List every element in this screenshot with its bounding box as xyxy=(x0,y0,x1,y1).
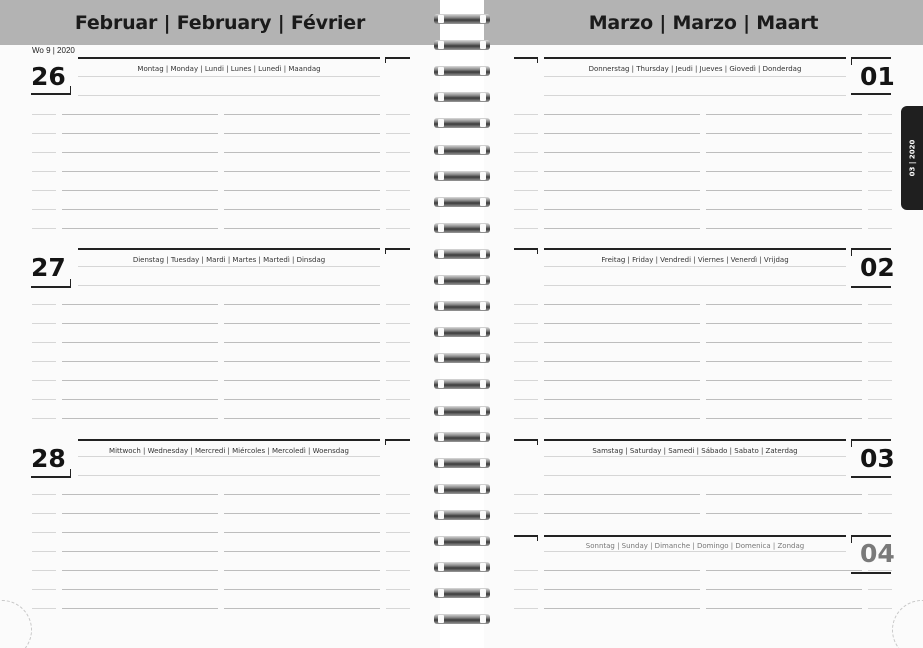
day-number-27: 27 xyxy=(31,253,66,282)
writing-line xyxy=(62,418,218,419)
writing-line xyxy=(706,399,862,400)
writing-line xyxy=(514,608,538,609)
spiral-ring xyxy=(432,532,492,550)
writing-line xyxy=(32,133,56,134)
writing-line xyxy=(706,133,862,134)
writing-line xyxy=(224,513,380,514)
writing-line xyxy=(706,608,862,609)
writing-line xyxy=(32,190,56,191)
writing-line xyxy=(544,209,700,210)
writing-line xyxy=(386,551,410,552)
writing-line xyxy=(514,152,538,153)
writing-line xyxy=(544,228,700,229)
writing-line xyxy=(62,494,218,495)
writing-line xyxy=(514,171,538,172)
writing-line xyxy=(544,475,846,476)
writing-line xyxy=(62,532,218,533)
writing-line xyxy=(868,304,892,305)
writing-line xyxy=(386,494,410,495)
writing-line xyxy=(78,456,380,457)
day-bracket xyxy=(537,535,538,541)
writing-line xyxy=(706,190,862,191)
spiral-ring xyxy=(432,167,492,185)
writing-line xyxy=(544,171,700,172)
writing-line xyxy=(386,361,410,362)
day-bracket xyxy=(514,439,538,441)
writing-line xyxy=(544,266,846,267)
left-page xyxy=(0,0,440,648)
writing-line xyxy=(62,608,218,609)
writing-line xyxy=(62,152,218,153)
spiral-ring xyxy=(432,584,492,602)
writing-line xyxy=(386,342,410,343)
spiral-ring xyxy=(432,349,492,367)
writing-line xyxy=(868,380,892,381)
writing-line xyxy=(868,513,892,514)
page-corner-cutout xyxy=(892,600,923,648)
month-index-tab-label: 03 | 2020 xyxy=(908,139,916,177)
writing-line xyxy=(706,513,862,514)
spiral-ring xyxy=(432,141,492,159)
writing-line xyxy=(544,76,846,77)
writing-line xyxy=(78,95,380,96)
spiral-ring xyxy=(432,62,492,80)
writing-line xyxy=(868,589,892,590)
writing-line xyxy=(32,608,56,609)
week-label: Wo 9 | 2020 xyxy=(32,46,75,55)
writing-line xyxy=(706,380,862,381)
day-bracket xyxy=(851,248,891,250)
writing-line xyxy=(32,304,56,305)
writing-line xyxy=(62,570,218,571)
day-number-underline xyxy=(851,572,891,574)
writing-line xyxy=(386,152,410,153)
writing-line xyxy=(32,114,56,115)
writing-line xyxy=(32,551,56,552)
writing-line xyxy=(78,475,380,476)
day-number-04: 04 xyxy=(860,539,895,568)
spiral-ring xyxy=(432,219,492,237)
writing-line xyxy=(868,418,892,419)
spiral-ring xyxy=(432,88,492,106)
writing-line xyxy=(32,209,56,210)
writing-line xyxy=(706,171,862,172)
writing-line xyxy=(224,494,380,495)
writing-line xyxy=(224,570,380,571)
writing-line xyxy=(62,380,218,381)
day-separator xyxy=(78,248,380,250)
writing-line xyxy=(514,190,538,191)
day-bracket xyxy=(851,57,891,59)
writing-line xyxy=(868,494,892,495)
day-separator xyxy=(544,439,846,441)
writing-line xyxy=(868,342,892,343)
spiral-ring xyxy=(432,558,492,576)
writing-line xyxy=(868,190,892,191)
writing-line xyxy=(62,342,218,343)
writing-line xyxy=(514,418,538,419)
day-number-28: 28 xyxy=(31,444,66,473)
writing-line xyxy=(544,513,700,514)
writing-line xyxy=(868,152,892,153)
writing-line xyxy=(514,228,538,229)
spiral-ring xyxy=(432,297,492,315)
writing-line xyxy=(544,285,846,286)
writing-line xyxy=(544,494,700,495)
day-number-26: 26 xyxy=(31,62,66,91)
writing-line xyxy=(386,171,410,172)
writing-line xyxy=(32,418,56,419)
writing-line xyxy=(514,209,538,210)
writing-line xyxy=(514,342,538,343)
day-separator xyxy=(78,439,380,441)
writing-line xyxy=(706,304,862,305)
day-bracket xyxy=(514,535,538,537)
day-bracket xyxy=(514,248,538,250)
writing-line xyxy=(514,114,538,115)
spiral-ring xyxy=(432,193,492,211)
writing-line xyxy=(386,228,410,229)
writing-line xyxy=(868,171,892,172)
spiral-ring xyxy=(432,375,492,393)
writing-line xyxy=(386,532,410,533)
day-number-01: 01 xyxy=(860,62,895,91)
spiral-ring xyxy=(432,610,492,628)
writing-line xyxy=(386,133,410,134)
writing-line xyxy=(224,152,380,153)
writing-line xyxy=(224,133,380,134)
day-number-underline xyxy=(851,476,891,478)
writing-line xyxy=(224,608,380,609)
writing-line xyxy=(32,380,56,381)
spiral-ring xyxy=(432,454,492,472)
spiral-ring xyxy=(432,36,492,54)
writing-line xyxy=(386,418,410,419)
writing-line xyxy=(386,190,410,191)
day-bracket xyxy=(70,469,71,477)
writing-line xyxy=(224,304,380,305)
writing-line xyxy=(868,608,892,609)
writing-line xyxy=(78,285,380,286)
writing-line xyxy=(32,513,56,514)
spiral-ring xyxy=(432,480,492,498)
day-number-underline xyxy=(31,286,71,288)
writing-line xyxy=(514,380,538,381)
writing-line xyxy=(224,114,380,115)
spiral-ring xyxy=(432,323,492,341)
writing-line xyxy=(868,133,892,134)
writing-line xyxy=(224,323,380,324)
writing-line xyxy=(62,304,218,305)
spiral-ring xyxy=(432,10,492,28)
writing-line xyxy=(224,190,380,191)
writing-line xyxy=(706,589,862,590)
day-number-underline xyxy=(851,286,891,288)
writing-line xyxy=(868,114,892,115)
writing-line xyxy=(224,380,380,381)
spiral-ring xyxy=(432,402,492,420)
day-bracket xyxy=(514,57,538,59)
writing-line xyxy=(544,304,700,305)
writing-line xyxy=(544,589,700,590)
left-page-header xyxy=(0,0,440,45)
spiral-ring xyxy=(432,245,492,263)
day-label-sunday: Sonntag | Sunday | Dimanche | Domingo | Domenica | Zondag xyxy=(585,542,805,550)
writing-line xyxy=(706,209,862,210)
writing-line xyxy=(62,228,218,229)
day-label-monday: Montag | Monday | Lundi | Lunes | Lunedì | Maandag xyxy=(137,65,321,73)
writing-line xyxy=(544,399,700,400)
writing-line xyxy=(514,323,538,324)
day-bracket xyxy=(70,86,71,94)
day-separator xyxy=(544,535,846,537)
writing-line xyxy=(32,570,56,571)
writing-line xyxy=(224,589,380,590)
writing-line xyxy=(32,532,56,533)
writing-line xyxy=(514,361,538,362)
writing-line xyxy=(62,361,218,362)
writing-line xyxy=(544,133,700,134)
day-bracket xyxy=(537,439,538,445)
writing-line xyxy=(544,551,846,552)
writing-line xyxy=(706,323,862,324)
writing-line xyxy=(514,589,538,590)
writing-line xyxy=(224,209,380,210)
writing-line xyxy=(62,399,218,400)
writing-line xyxy=(32,171,56,172)
writing-line xyxy=(868,399,892,400)
writing-line xyxy=(544,380,700,381)
writing-line xyxy=(544,456,846,457)
day-bracket xyxy=(385,248,410,250)
writing-line xyxy=(386,589,410,590)
writing-line xyxy=(62,171,218,172)
writing-line xyxy=(224,551,380,552)
writing-line xyxy=(544,342,700,343)
writing-line xyxy=(544,114,700,115)
writing-line xyxy=(706,418,862,419)
writing-line xyxy=(386,608,410,609)
writing-line xyxy=(32,399,56,400)
right-month-title: Marzo | Marzo | Maart xyxy=(588,11,819,34)
writing-line xyxy=(386,304,410,305)
day-label-tuesday: Dienstag | Tuesday | Mardi | Martes | Martedì | Dinsdag xyxy=(132,256,326,264)
day-bracket xyxy=(851,439,891,441)
writing-line xyxy=(386,209,410,210)
writing-line xyxy=(868,323,892,324)
writing-line xyxy=(32,342,56,343)
day-bracket xyxy=(851,535,891,537)
day-separator xyxy=(544,57,846,59)
month-index-tab[interactable] xyxy=(901,106,923,210)
day-bracket xyxy=(537,57,538,63)
writing-line xyxy=(706,114,862,115)
writing-line xyxy=(32,361,56,362)
page-corner-cutout xyxy=(0,600,32,648)
writing-line xyxy=(868,361,892,362)
writing-line xyxy=(224,532,380,533)
day-label-friday: Freitag | Friday | Vendredi | Viernes | Venerdì | Vrijdag xyxy=(601,256,789,264)
day-number-underline xyxy=(851,93,891,95)
day-separator xyxy=(544,248,846,250)
writing-line xyxy=(706,570,862,571)
spiral-ring xyxy=(432,428,492,446)
writing-line xyxy=(544,190,700,191)
writing-line xyxy=(32,323,56,324)
day-bracket xyxy=(385,439,410,441)
day-number-underline xyxy=(31,476,71,478)
writing-line xyxy=(62,190,218,191)
writing-line xyxy=(706,361,862,362)
writing-line xyxy=(386,323,410,324)
writing-line xyxy=(386,380,410,381)
day-separator xyxy=(78,57,380,59)
writing-line xyxy=(868,228,892,229)
writing-line xyxy=(514,570,538,571)
writing-line xyxy=(544,152,700,153)
day-bracket xyxy=(385,57,410,59)
day-bracket xyxy=(537,248,538,254)
writing-line xyxy=(62,323,218,324)
day-label-thursday: Donnerstag | Thursday | Jeudi | Jueves | Giovedì | Donderdag xyxy=(588,65,802,73)
writing-line xyxy=(514,513,538,514)
writing-line xyxy=(32,228,56,229)
writing-line xyxy=(868,570,892,571)
writing-line xyxy=(224,418,380,419)
writing-line xyxy=(706,342,862,343)
spiral-binding xyxy=(432,10,492,640)
right-page xyxy=(484,0,923,648)
writing-line xyxy=(544,608,700,609)
writing-line xyxy=(62,209,218,210)
writing-line xyxy=(62,114,218,115)
day-label-wednesday: Mittwoch | Wednesday | Mercredi | Miércoles | Mercoledì | Woensdag xyxy=(109,447,349,455)
writing-line xyxy=(868,209,892,210)
writing-line xyxy=(62,513,218,514)
writing-line xyxy=(386,399,410,400)
writing-line xyxy=(514,494,538,495)
writing-line xyxy=(386,570,410,571)
writing-line xyxy=(386,114,410,115)
writing-line xyxy=(224,171,380,172)
writing-line xyxy=(62,133,218,134)
writing-line xyxy=(224,228,380,229)
writing-line xyxy=(544,323,700,324)
writing-line xyxy=(386,513,410,514)
writing-line xyxy=(32,494,56,495)
writing-line xyxy=(32,152,56,153)
writing-line xyxy=(32,589,56,590)
spiral-ring xyxy=(432,506,492,524)
writing-line xyxy=(706,152,862,153)
writing-line xyxy=(544,95,846,96)
writing-line xyxy=(544,570,700,571)
writing-line xyxy=(224,361,380,362)
writing-line xyxy=(706,228,862,229)
writing-line xyxy=(78,76,380,77)
writing-line xyxy=(224,342,380,343)
left-month-title: Februar | February | Février xyxy=(74,11,366,34)
writing-line xyxy=(544,418,700,419)
spiral-ring xyxy=(432,271,492,289)
writing-line xyxy=(514,399,538,400)
right-page-header xyxy=(484,0,923,45)
day-number-02: 02 xyxy=(860,253,895,282)
day-bracket xyxy=(70,279,71,287)
writing-line xyxy=(62,589,218,590)
writing-line xyxy=(706,494,862,495)
writing-line xyxy=(544,361,700,362)
writing-line xyxy=(62,551,218,552)
writing-line xyxy=(224,399,380,400)
writing-line xyxy=(78,266,380,267)
writing-line xyxy=(514,133,538,134)
spiral-ring xyxy=(432,114,492,132)
day-number-03: 03 xyxy=(860,444,895,473)
day-number-underline xyxy=(31,93,71,95)
day-label-saturday: Samstag | Saturday | Samedi | Sábado | Sabato | Zaterdag xyxy=(592,447,798,455)
writing-line xyxy=(514,304,538,305)
